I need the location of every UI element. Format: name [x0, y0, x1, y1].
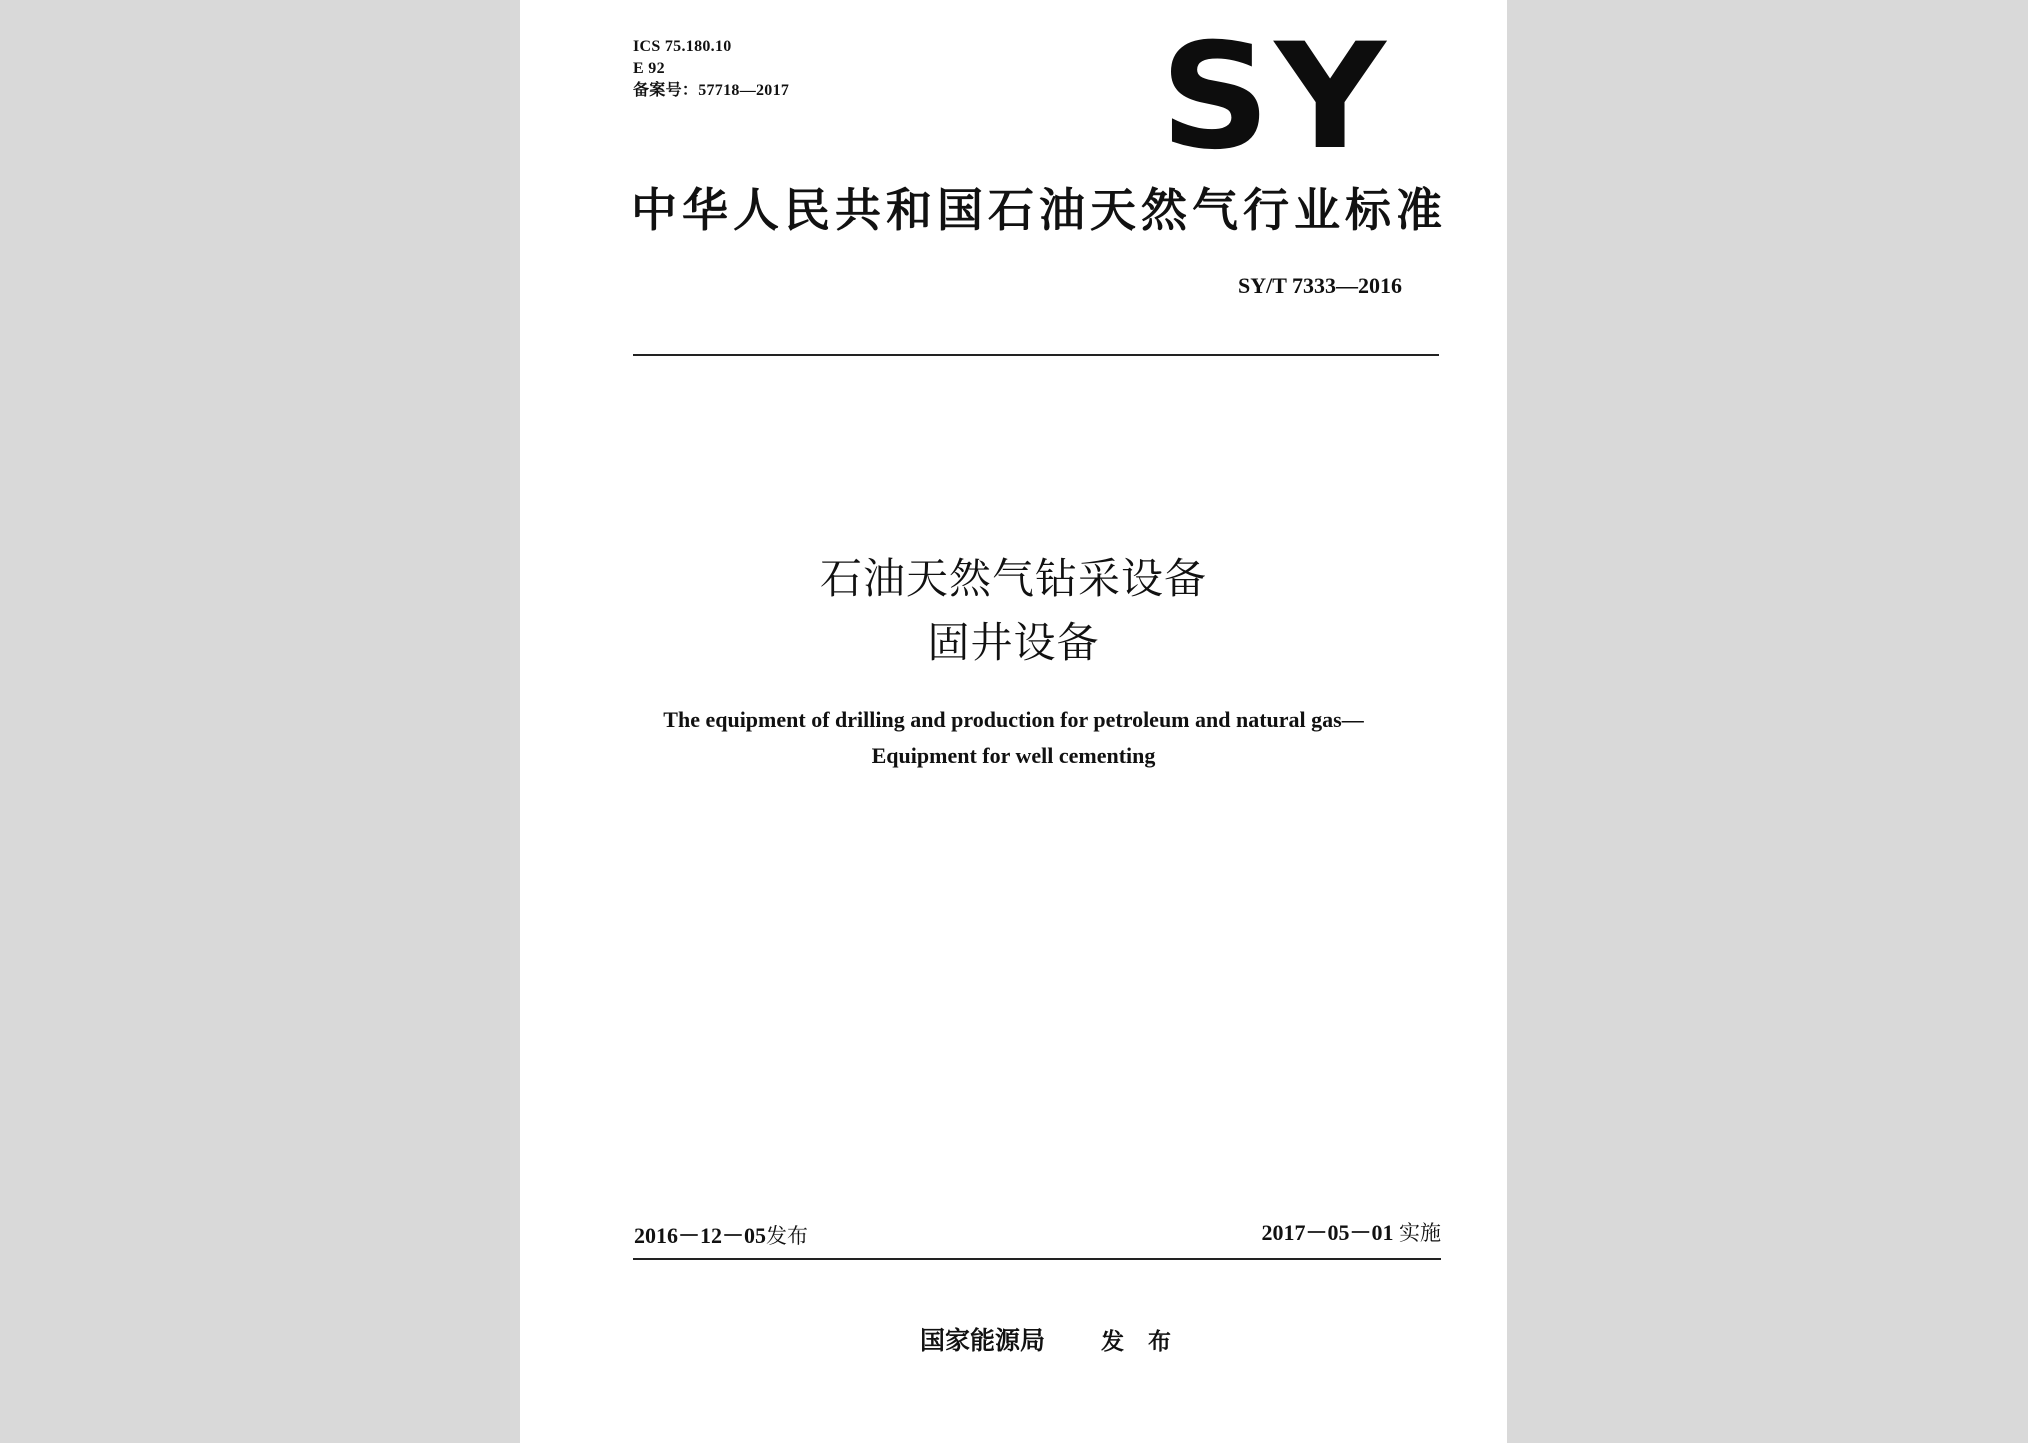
- sy-logo: SY: [1160, 12, 1390, 182]
- implement-date: 2017－05－01: [1261, 1220, 1394, 1245]
- issue-date: 2016－12－05: [634, 1223, 767, 1248]
- issue-label: 发布: [766, 1224, 809, 1248]
- issue-date-block: [634, 1222, 808, 1250]
- organization-title: 中华人民共和国石油天然气行业标准: [631, 183, 1447, 237]
- publish-label: 发 布: [1101, 1329, 1180, 1355]
- document-page: [520, 0, 1507, 1443]
- ics-code: ICS 75.180.10: [633, 38, 732, 55]
- publisher-name: 国家能源局: [920, 1326, 1046, 1355]
- implement-label: 实施: [1399, 1221, 1441, 1245]
- classification-block: [633, 36, 789, 102]
- title-en-line2: Equipment for well cementing: [871, 743, 1156, 768]
- ccs-code: E 92: [633, 60, 665, 77]
- standard-number: SY/T 7333—2016: [1237, 273, 1402, 298]
- title-en-line1: The equipment of drilling and production for petroleum and natural gas—: [663, 707, 1364, 732]
- title-cn-line2: 固井设备: [927, 618, 1100, 667]
- footer-divider: [633, 1258, 1441, 1260]
- implement-date-block: [1261, 1219, 1441, 1247]
- title-cn-line1: 石油天然气钻采设备: [819, 554, 1207, 603]
- record-number: 备案号：57718—2017: [633, 82, 790, 99]
- header-divider: [633, 354, 1439, 356]
